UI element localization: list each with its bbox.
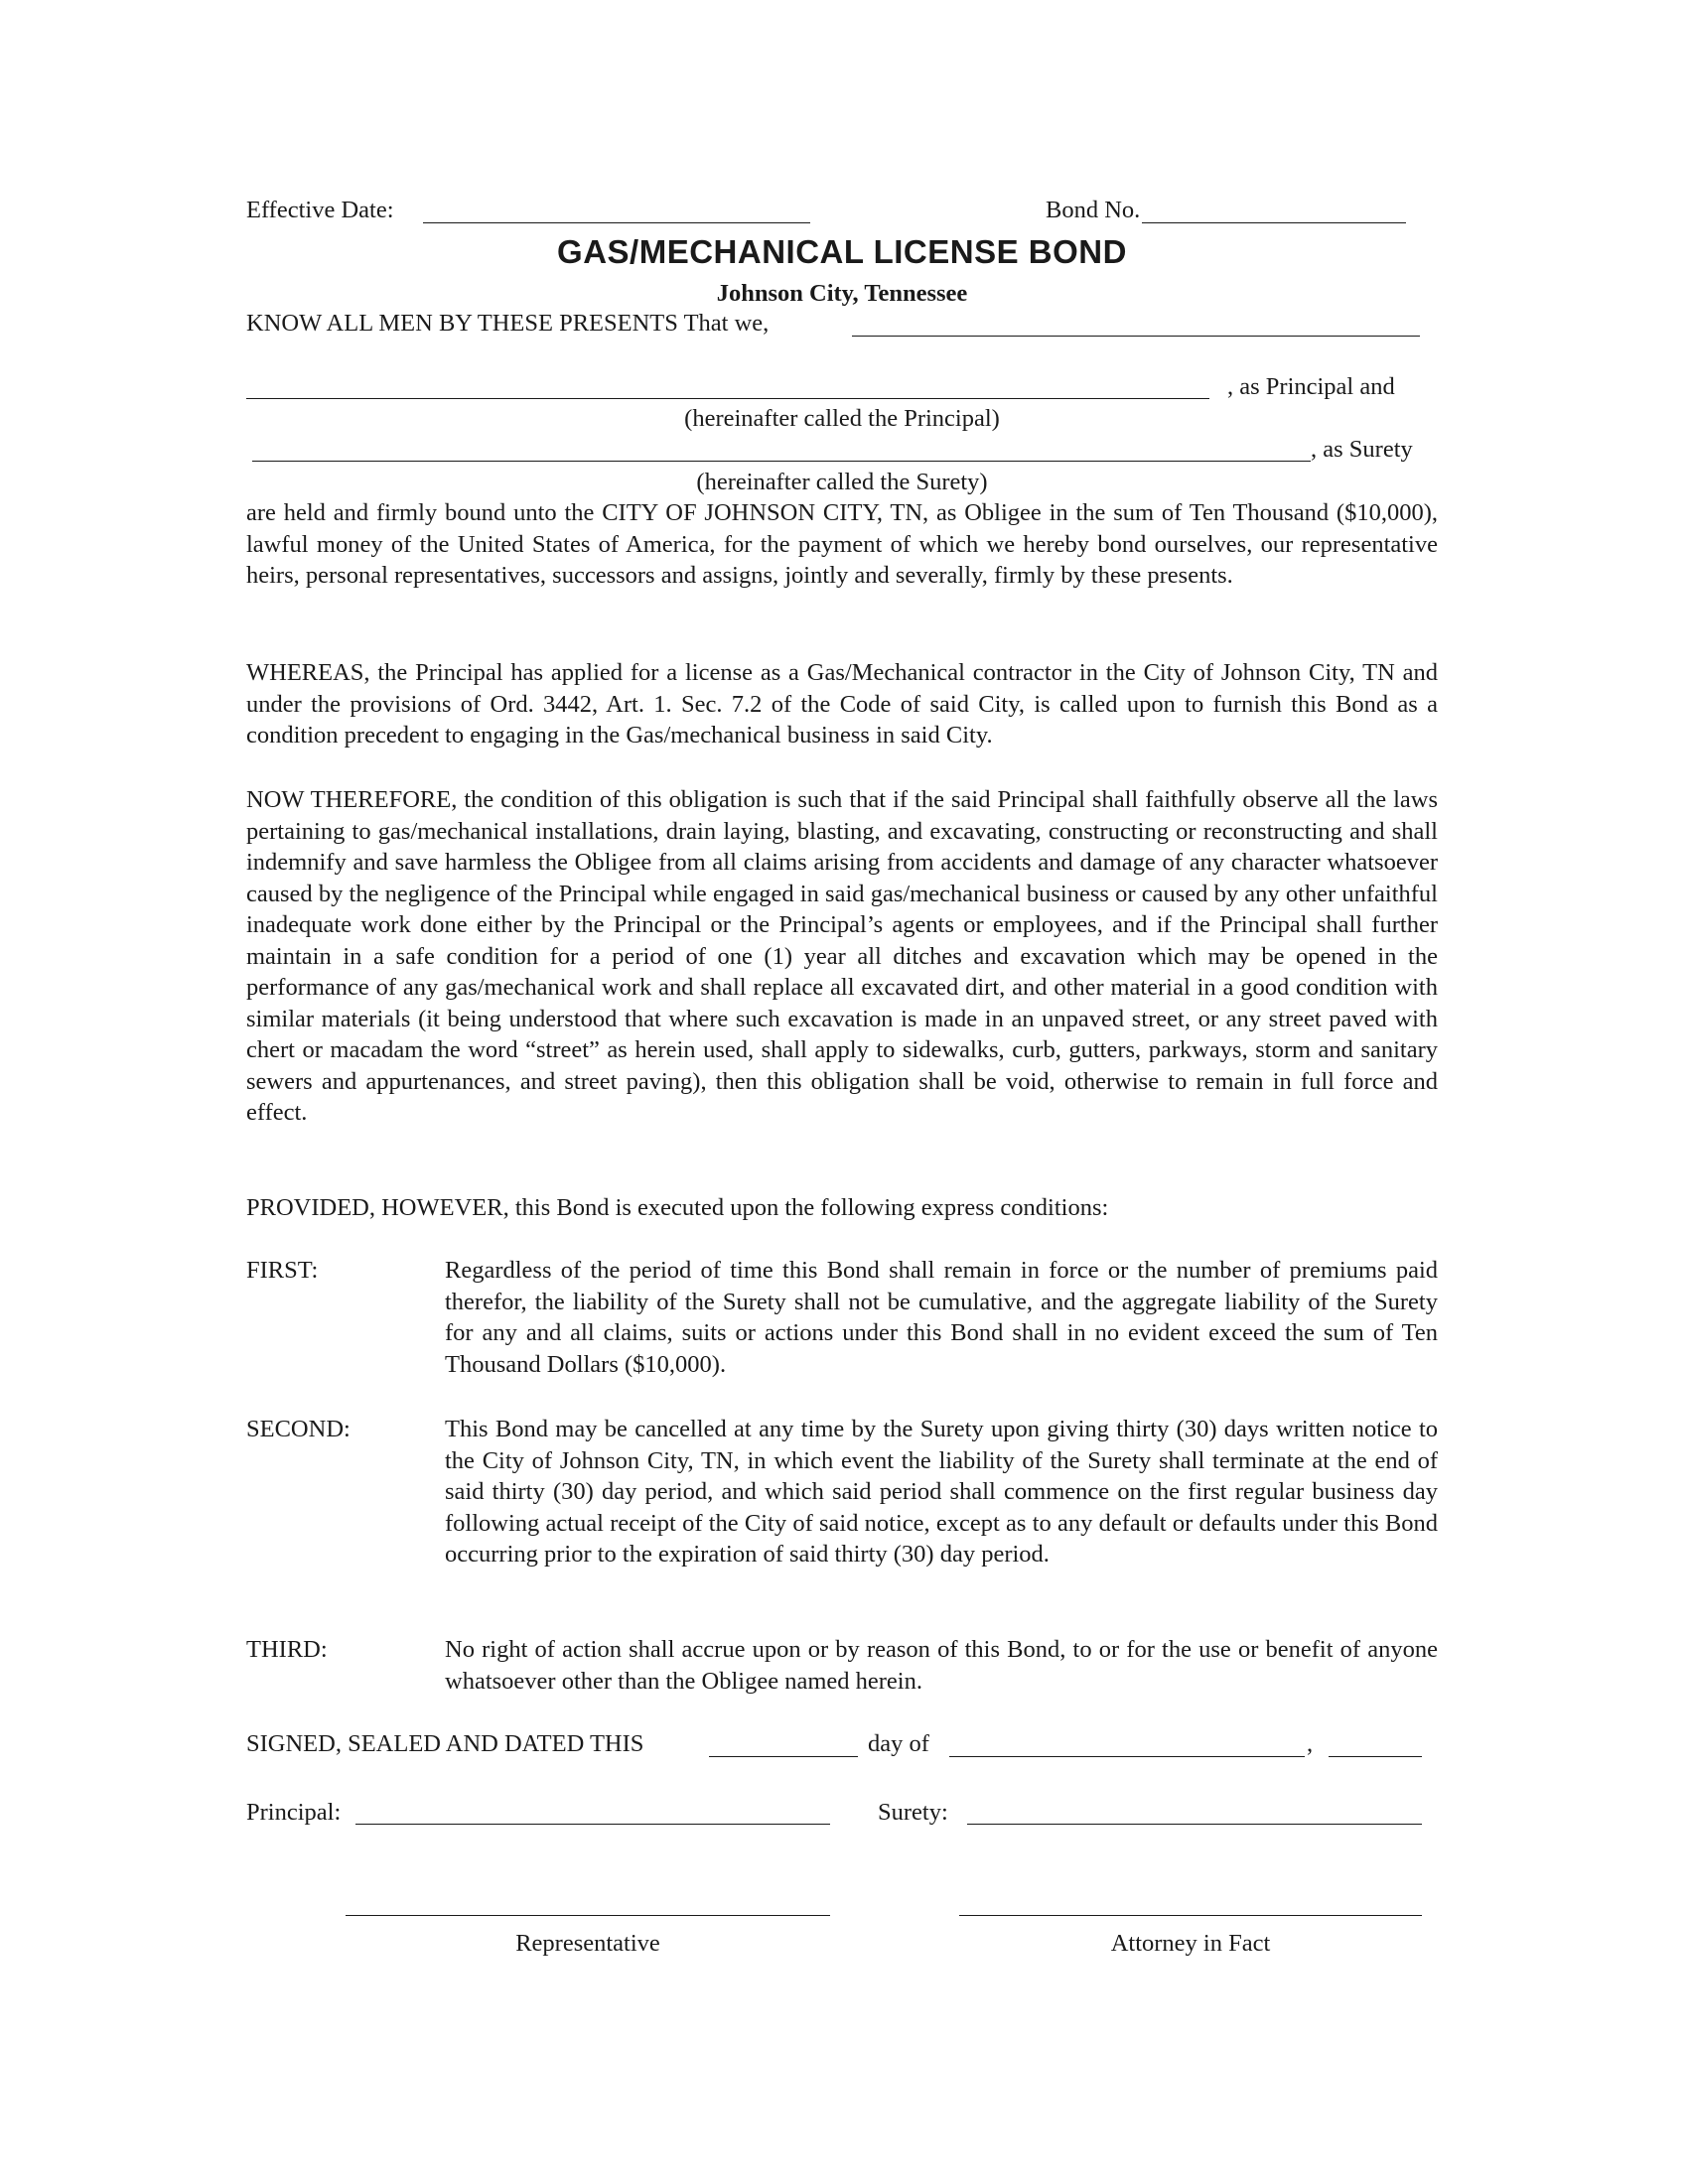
day-of-label: day of <box>868 1730 929 1757</box>
bound-paragraph: are held and firmly bound unto the CITY OF JOHNSON CITY, TN, as Obligee in the sum of Ten Thousand ($10,000), lawful money of the United States of America, for the payment of which we hereby bond ourselves, our representative heirs, personal representatives, successors and assigns, jointly and severally, firmly by these presents. <box>246 499 1438 589</box>
as-surety-text: , as Surety <box>1311 436 1413 463</box>
effective-date-label: Effective Date: <box>246 197 394 223</box>
surety-signature-label: Surety: <box>878 1799 948 1826</box>
attorney-in-fact-label: Attorney in Fact <box>1110 1930 1271 1957</box>
principal-note: (hereinafter called the Principal) <box>684 405 1000 432</box>
bond-no-label: Bond No. <box>1046 197 1141 223</box>
representative-label: Representative <box>515 1930 660 1957</box>
provided-paragraph: PROVIDED, HOWEVER, this Bond is executed upon the following express conditions: <box>246 1194 1109 1221</box>
signed-day-field[interactable] <box>709 1756 858 1757</box>
condition-label-third: THIRD: <box>246 1636 328 1663</box>
principal-name-field-2[interactable] <box>246 398 1209 399</box>
condition-text-second: This Bond may be cancelled at any time by the Surety upon giving thirty (30) days written notice to the City of Johnson City, TN, in which event the liability of the Surety shall terminate at the end of said thirty (30) day period, and which said period shall commence on the first regular business day following actual receipt of the City of said notice, except as to any default or defaults under this Bond occurring prior to the expiration of said thirty (30) day period. <box>445 1416 1438 1568</box>
signed-sealed-label: SIGNED, SEALED AND DATED THIS <box>246 1730 644 1757</box>
surety-signature-field[interactable] <box>967 1824 1422 1825</box>
condition-label-first: FIRST: <box>246 1257 319 1284</box>
signed-month-field[interactable] <box>949 1756 1305 1757</box>
now-therefore-paragraph: NOW THEREFORE, the condition of this obligation is such that if the said Principal shall faithfully observe all the laws pertaining to gas/mechanical installations, drain laying, blasting, and excavating, constructing or reconstructing and shall indemnify and save harmless the Obligee from all claims arising from accidents and damage of any character whatsoever caused by the negligence of the Principal while engaged in said gas/mechanical business or caused by any other unfaithful inadequate work done either by the Principal or the Principal’s agents or employees, and if the Principal shall further maintain in a safe condition for a period of one (1) year all ditches and excavation which may be opened in the performance of any gas/mechanical work and shall replace all excavated dirt, and other material in a good condition with similar materials (it being understood that where such excavation is made in an unpaved street, or any street paved with chert or macadam the word “street” as herein used, shall apply to sidewalks, curb, gutters, parkways, storm and sanitary sewers and appurtenances, and street paving), then this obligation shall be void, otherwise to remain in full force and effect. <box>246 786 1438 1126</box>
principal-name-field-1[interactable] <box>852 336 1420 337</box>
principal-signature-field[interactable] <box>355 1824 830 1825</box>
signed-year-field[interactable] <box>1329 1756 1422 1757</box>
know-all-men-text: KNOW ALL MEN BY THESE PRESENTS That we, <box>246 310 770 337</box>
as-principal-text: , as Principal and <box>1227 373 1395 400</box>
whereas-paragraph: WHEREAS, the Principal has applied for a license as a Gas/Mechanical contractor in the City of Johnson City, TN and under the provisions of Ord. 3442, Art. 1. Sec. 7.2 of the Code of said City, is called upon to furnish this Bond as a condition precedent to engaging in the Gas/mechanical business in said City. <box>246 659 1438 749</box>
principal-signature-label: Principal: <box>246 1799 342 1826</box>
bond-no-field[interactable] <box>1142 222 1406 223</box>
condition-label-second: SECOND: <box>246 1416 351 1442</box>
representative-signature-field[interactable] <box>346 1915 830 1916</box>
condition-text-third: No right of action shall accrue upon or by reason of this Bond, to or for the use or benefit of anyone whatsoever other than the Obligee named herein. <box>445 1636 1438 1695</box>
surety-note: (hereinafter called the Surety) <box>696 469 988 495</box>
effective-date-field[interactable] <box>423 222 810 223</box>
condition-text-first: Regardless of the period of time this Bond shall remain in force or the number of premiums paid therefor, the liability of the Surety shall not be cumulative, and the aggregate liability of the Surety for any and all claims, suits or actions under this Bond shall in no evident exceed the sum of Ten Thousand Dollars ($10,000). <box>445 1257 1438 1378</box>
document-title: GAS/MECHANICAL LICENSE BOND <box>557 233 1127 270</box>
surety-name-field[interactable] <box>252 461 1311 462</box>
document-subtitle: Johnson City, Tennessee <box>716 280 968 307</box>
date-comma: , <box>1307 1730 1314 1757</box>
attorney-signature-field[interactable] <box>959 1915 1422 1916</box>
